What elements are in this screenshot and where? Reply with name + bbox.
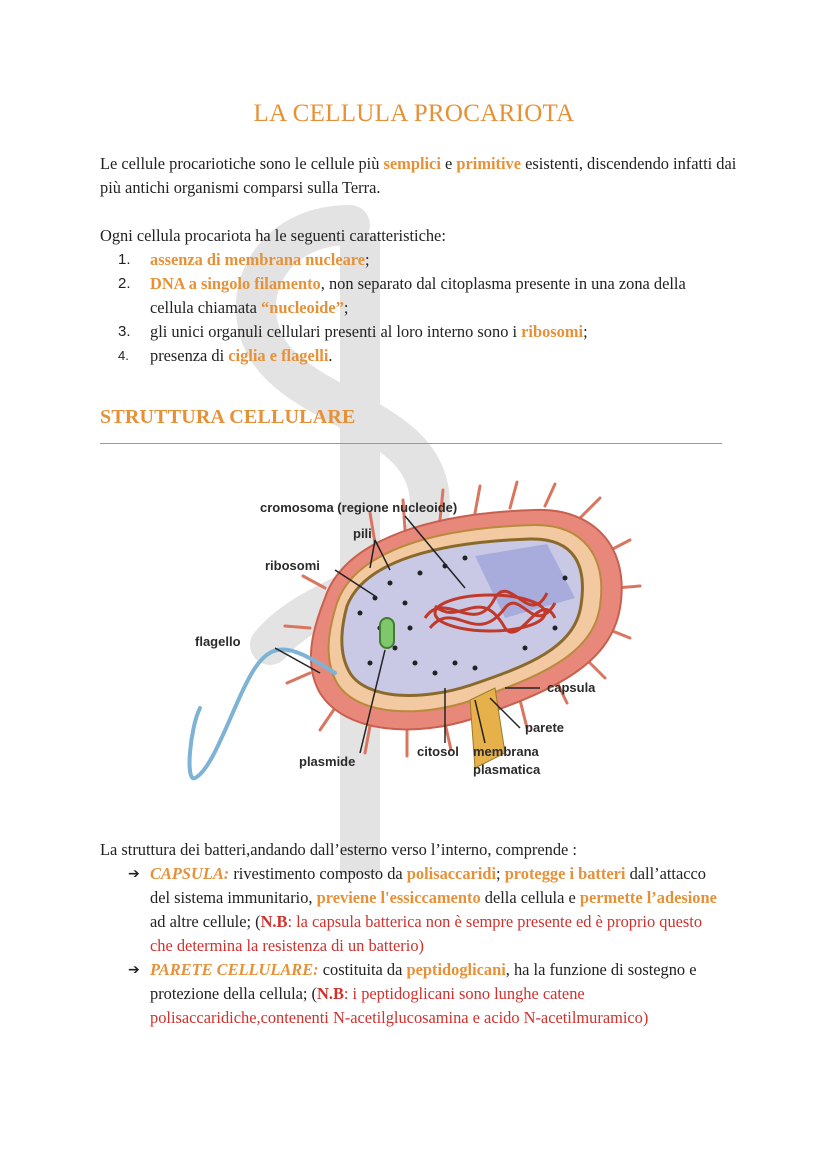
list-item: 1. assenza di membrana nucleare; bbox=[118, 250, 370, 269]
components-list bbox=[128, 862, 728, 1030]
list-item: 4. presenza di ciglia e flagelli. bbox=[118, 346, 333, 365]
label-plasmide: plasmide bbox=[299, 754, 356, 769]
section-divider bbox=[100, 443, 722, 444]
section-heading: STRUTTURA CELLULARE bbox=[100, 406, 356, 428]
prokaryotic-cell-diagram bbox=[175, 478, 645, 808]
features-intro: Ogni cellula procariota ha le seguenti caratteristiche: bbox=[100, 226, 446, 245]
label-pili: pili bbox=[353, 526, 372, 541]
label-cromosoma: cromosoma (regione nucleoide) bbox=[260, 500, 458, 515]
list-item: 3. gli unici organuli cellulari presenti al loro interno sono i ribosomi; bbox=[118, 322, 588, 341]
label-citosol: citosol bbox=[417, 744, 459, 759]
cell-body bbox=[190, 482, 640, 778]
list-item-parete: ➔ PARETE CELLULARE: costituita da peptidoglicani, ha la funzione di sostegno e protezione della cellula; (N.B: i peptidoglicani sono lunghe catene polisaccaridiche,contenenti N-acetilglucosamina e acido N-acetilmuramico) bbox=[128, 960, 697, 1027]
label-membrana: membrana bbox=[473, 744, 539, 759]
label-parete: parete bbox=[525, 720, 565, 735]
structure-intro: La struttura dei batteri,andando dall’esterno verso l’interno, comprende : bbox=[100, 840, 577, 859]
label-plasmatica: plasmatica bbox=[473, 762, 541, 777]
label-flagello: flagello bbox=[195, 634, 241, 649]
intro-paragraph: Le cellule procariotiche sono le cellule più semplici e primitive esistenti, discendendo infatti dai più antichi organismi comparsi sulla Terra. bbox=[100, 154, 737, 197]
list-item: 2. DNA a singolo filamento, non separato dal citoplasma presente in una zona della cellula chiamata “nucleoide”; bbox=[118, 274, 686, 317]
list-item-capsula: ➔ CAPSULA: rivestimento composto da polisaccaridi; protegge i batteri dall’attacco del sistema immunitario, previene l'essiccamento della cellula e permette l’adesione ad altre cellule; (N.B: la capsula batterica non è sempre presente ed è proprio questo che determina la resistenza di un batterio) bbox=[128, 864, 717, 955]
arrow-bullet-icon: ➔ bbox=[128, 962, 140, 978]
arrow-bullet-icon: ➔ bbox=[128, 866, 140, 882]
features-list bbox=[118, 248, 718, 368]
plasmid-shape bbox=[380, 618, 394, 648]
page-title: LA CELLULA PROCARIOTA bbox=[253, 100, 575, 127]
label-capsula: capsula bbox=[547, 680, 596, 695]
label-ribosomi: ribosomi bbox=[265, 558, 320, 573]
